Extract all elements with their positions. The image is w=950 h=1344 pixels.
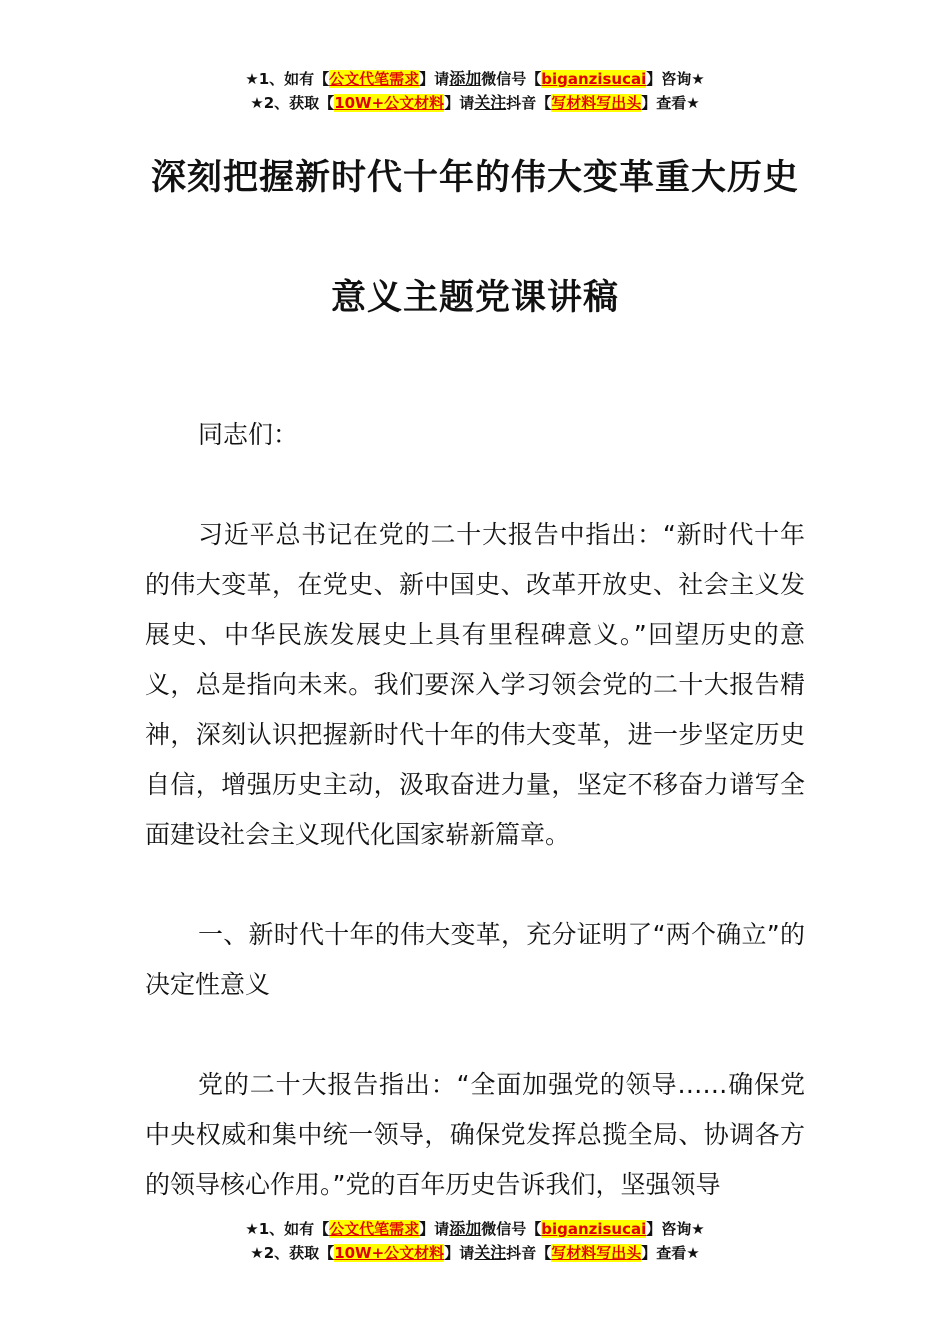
promo-highlight: 公文代笔需求 <box>329 70 420 88</box>
promo-highlight: 10W+公文材料 <box>334 94 445 112</box>
promo-text: 抖音【 <box>506 94 552 112</box>
promo-text: ★1、如有【 <box>245 70 330 88</box>
promo-text: 】咨询★ <box>646 1220 705 1238</box>
promo-text: 抖音【 <box>506 1244 552 1262</box>
promo-highlight: 公文代笔需求 <box>329 1220 420 1238</box>
promo-line-2 <box>0 91 950 115</box>
promo-underline: 添加 <box>449 69 482 88</box>
paragraph-2: 党的二十大报告指出：“全面加强党的领导……确保党中央权威和集中统一领导，确保党发挥总揽全局、协调各方的领导核心作用。”党的百年历史告诉我们，坚强领导 <box>145 1070 805 1199</box>
promo-text: ★2、获取【 <box>250 94 335 112</box>
promo-line-1 <box>0 67 950 91</box>
section-heading-1: 一、新时代十年的伟大变革，充分证明了“两个确立”的决定性意义 <box>145 920 805 999</box>
promo-text: 】请 <box>419 70 450 88</box>
promo-highlight: 写材料写出头 <box>551 94 642 112</box>
promo-text: 】咨询★ <box>646 70 705 88</box>
promo-underline: 关注 <box>474 1243 507 1262</box>
bottom-promo-banner <box>0 1217 950 1265</box>
promo-text: 】请 <box>444 94 475 112</box>
document-title-line-2: 意义主题党课讲稿 <box>330 278 619 318</box>
promo-highlight: biganzisucai <box>541 70 647 88</box>
promo-line-2 <box>0 1241 950 1265</box>
promo-text: 】查看★ <box>641 1244 700 1262</box>
promo-highlight: 写材料写出头 <box>551 1244 642 1262</box>
promo-text: 】请 <box>444 1244 475 1262</box>
promo-text: 】查看★ <box>641 94 700 112</box>
promo-underline: 关注 <box>474 93 507 112</box>
promo-highlight: 10W+公文材料 <box>334 1244 445 1262</box>
paragraph-1: 习近平总书记在党的二十大报告中指出：“新时代十年的伟大变革，在党史、新中国史、改革开放史、社会主义发展史、中华民族发展史上具有里程碑意义。”回望历史的意义，总是指向未来。我们要深入学习领会党的二十大报告精神，深刻认识把握新时代十年的伟大变革，进一步坚定历史自信，增强历史主动，汲取奋进力量，坚定不移奋力谱写全面建设社会主义现代化国家崭新篇章。 <box>145 520 805 849</box>
promo-text: 】请 <box>419 1220 450 1238</box>
promo-text: 微信号【 <box>481 1220 542 1238</box>
promo-line-1 <box>0 1217 950 1241</box>
salutation: 同志们： <box>198 420 299 449</box>
document-title-line-1: 深刻把握新时代十年的伟大变革重大历史 <box>150 158 799 198</box>
promo-text: 微信号【 <box>481 70 542 88</box>
promo-text: ★1、如有【 <box>245 1220 330 1238</box>
promo-highlight: biganzisucai <box>541 1220 647 1238</box>
promo-underline: 添加 <box>449 1219 482 1238</box>
top-promo-banner <box>0 67 950 115</box>
promo-text: ★2、获取【 <box>250 1244 335 1262</box>
